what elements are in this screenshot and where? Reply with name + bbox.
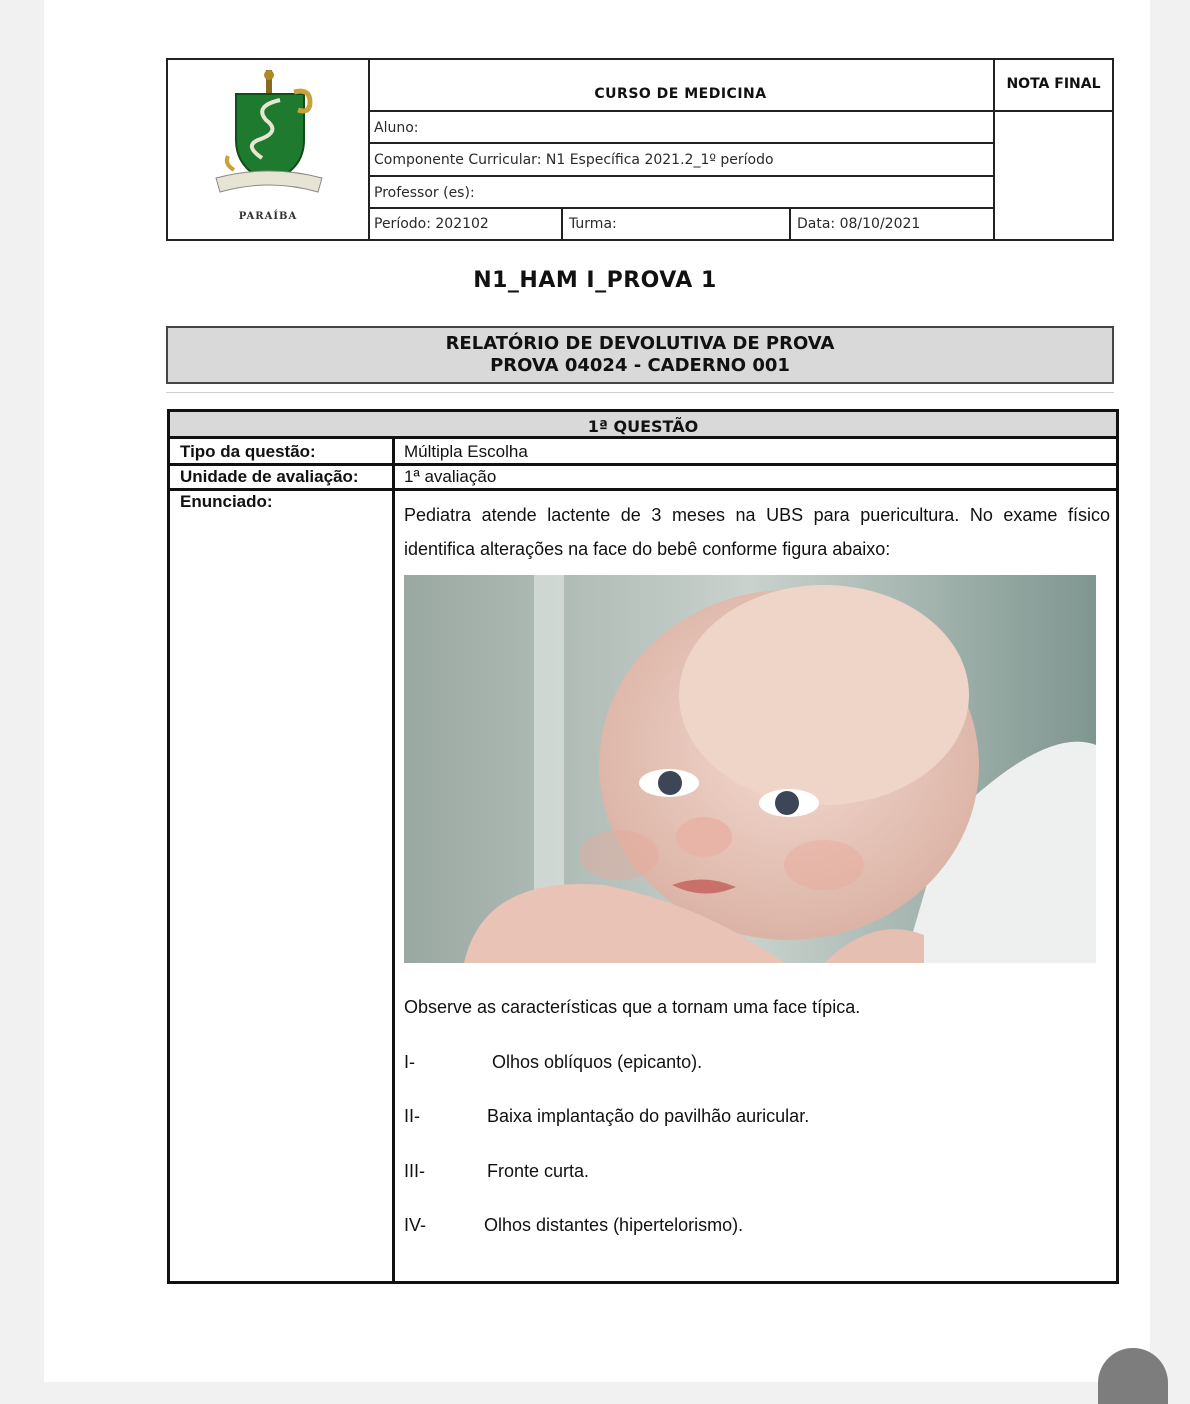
column-divider (392, 439, 395, 1281)
document-title: N1_HAM I_PROVA 1 (473, 268, 717, 293)
baby-face-photo (404, 575, 1096, 963)
question-stem: Pediatra atende lactente de 3 meses na UBS para puericultura. No exame físico identifica alterações na face do bebê conforme figura abaixo: (404, 505, 1110, 559)
tipo-value: Múltipla Escolha (404, 442, 528, 461)
item-text: Baixa implantação do pavilhão auricular. (487, 1106, 810, 1126)
data-field: Data: 08/10/2021 (797, 216, 921, 232)
logo-caption: PARAÍBA (238, 211, 298, 222)
page-corner-shadow (1098, 1348, 1168, 1404)
institution-logo-icon (214, 70, 324, 215)
nota-final-cell (993, 112, 1112, 239)
item-text: Fronte curta. (487, 1161, 590, 1181)
report-banner (166, 326, 1114, 384)
enunciado-label: Enunciado: (180, 492, 273, 511)
componente-field: Componente Curricular: N1 Específica 2021.2_1º período (374, 152, 774, 168)
item-number: IV- (404, 1215, 427, 1235)
item-number: I- (404, 1052, 415, 1072)
tipo-label: Tipo da questão: (180, 442, 316, 461)
turma-field: Turma: (569, 216, 617, 232)
item-text: Olhos distantes (hipertelorismo). (484, 1215, 744, 1235)
aluno-field: Aluno: (374, 120, 419, 136)
professor-field: Professor (es): (374, 184, 475, 201)
item-text: Olhos oblíquos (epicanto). (492, 1052, 703, 1072)
header-table (166, 58, 1114, 241)
question-table (167, 409, 1119, 1284)
report-line-2: PROVA 04024 - CADERNO 001 (490, 355, 790, 376)
divider (166, 392, 1114, 393)
observe-text: Observe as características que a tornam uma face típica. (404, 997, 861, 1017)
unidade-value: 1ª avaliação (404, 467, 497, 486)
report-line-1: RELATÓRIO DE DEVOLUTIVA DE PROVA (445, 333, 835, 354)
course-title: CURSO DE MEDICINA (368, 60, 993, 112)
question-title: 1ª QUESTÃO (170, 412, 1116, 439)
nota-final-label: NOTA FINAL (993, 60, 1112, 112)
logo-cell (168, 60, 370, 239)
item-number: III- (404, 1161, 425, 1181)
periodo-field: Período: 202102 (374, 216, 489, 232)
unidade-label: Unidade de avaliação: (180, 467, 359, 486)
item-number: II- (404, 1106, 420, 1126)
